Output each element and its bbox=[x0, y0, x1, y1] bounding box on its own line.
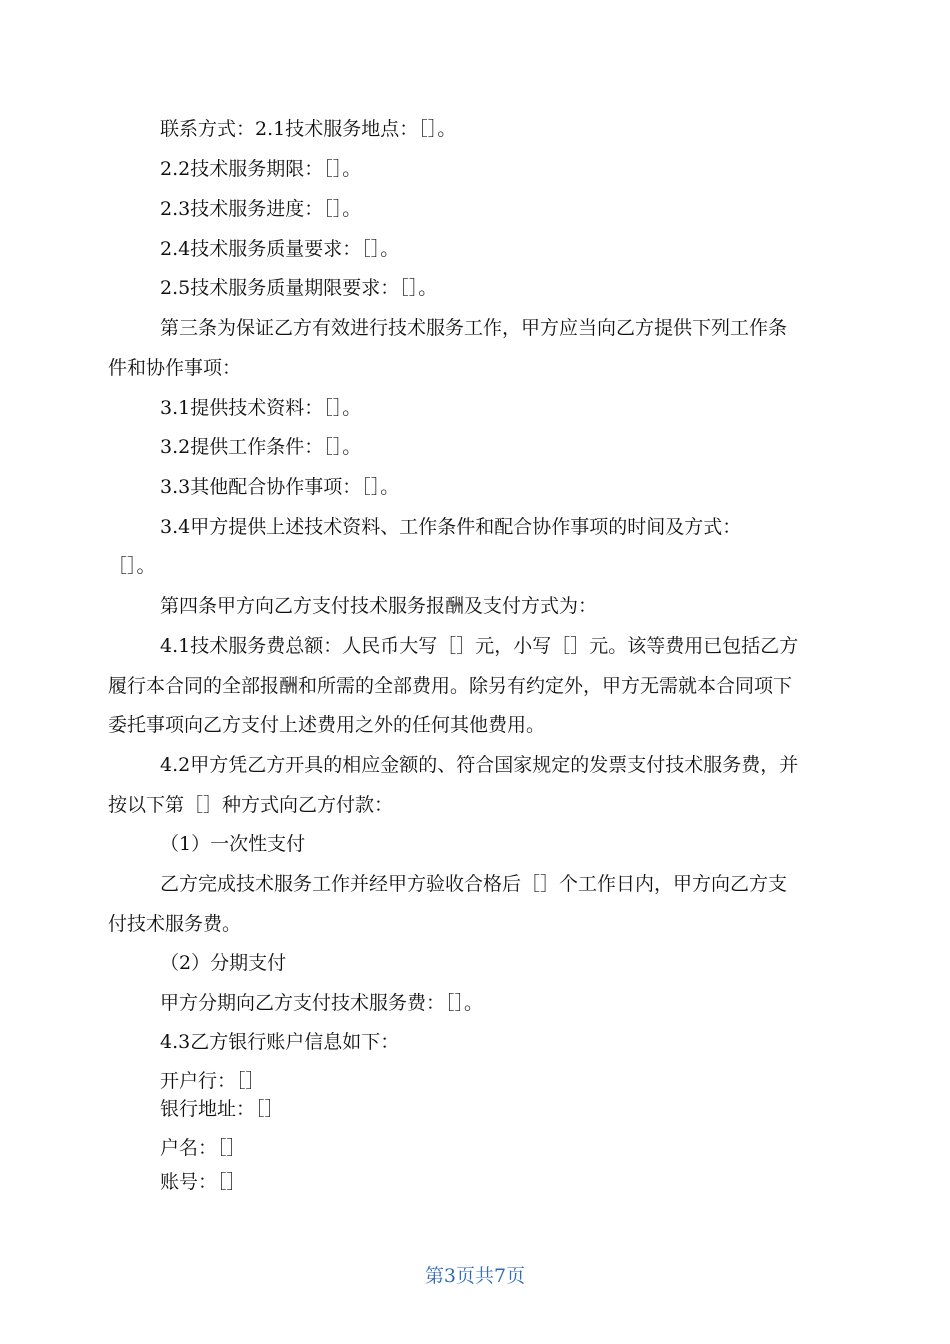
line-quality-requirements: 2.4技术服务质量要求：［］。 bbox=[160, 238, 400, 260]
line-other-cooperation: 3.3其他配合协作事项：［］。 bbox=[160, 476, 400, 498]
line-bank-address: 银行地址：［］ bbox=[160, 1098, 284, 1120]
line-article-three: 第三条为保证乙方有效进行技术服务工作，甲方应当向乙方提供下列工作条 bbox=[160, 317, 788, 339]
line-article-four: 第四条甲方向乙方支付技术服务报酬及支付方式为： bbox=[160, 595, 598, 617]
line-lump-sum-detail-cont: 付技术服务费。 bbox=[108, 913, 242, 935]
page-indicator: 第3页共7页 bbox=[424, 1265, 526, 1287]
line-fee-total: 4.1技术服务费总额：人民币大写［］元，小写［］元。该等费用已包括乙方 bbox=[160, 635, 799, 657]
line-lump-sum-detail: 乙方完成技术服务工作并经甲方验收合格后［］个工作日内，甲方向乙方支 bbox=[160, 873, 788, 895]
line-fee-total-cont-2: 委托事项向乙方支付上述费用之外的任何其他费用。 bbox=[108, 714, 546, 736]
line-fee-total-cont-1: 履行本合同的全部报酬和所需的全部费用。除另有约定外，甲方无需就本合同项下 bbox=[108, 675, 793, 697]
line-provision-time: 3.4甲方提供上述技术资料、工作条件和配合协作事项的时间及方式： bbox=[160, 516, 742, 538]
line-service-progress: 2.3技术服务进度：［］。 bbox=[160, 198, 362, 220]
line-invoice-payment-cont: 按以下第［］种方式向乙方付款： bbox=[108, 794, 394, 816]
line-account-name: 户名：［］ bbox=[160, 1137, 246, 1159]
line-work-conditions: 3.2提供工作条件：［］。 bbox=[160, 436, 362, 458]
line-tech-materials: 3.1提供技术资料：［］。 bbox=[160, 397, 362, 419]
line-contact-location: 联系方式：2.1技术服务地点：［］。 bbox=[160, 118, 457, 140]
line-quality-period: 2.5技术服务质量期限要求：［］。 bbox=[160, 277, 438, 299]
line-account-number: 账号：［］ bbox=[160, 1171, 246, 1193]
line-lump-sum-heading: （1）一次性支付 bbox=[160, 833, 306, 855]
line-article-three-cont: 件和协作事项： bbox=[108, 357, 242, 379]
line-installment-detail: 甲方分期向乙方支付技术服务费：［］。 bbox=[160, 992, 484, 1014]
line-bank-info-heading: 4.3乙方银行账户信息如下： bbox=[160, 1031, 400, 1053]
line-bank-name: 开户行：［］ bbox=[160, 1070, 265, 1092]
line-invoice-payment: 4.2甲方凭乙方开具的相应金额的、符合国家规定的发票支付技术服务费，并 bbox=[160, 754, 799, 776]
line-service-period: 2.2技术服务期限：［］。 bbox=[160, 158, 362, 180]
line-provision-time-cont: ［］。 bbox=[108, 555, 156, 577]
line-installment-heading: （2）分期支付 bbox=[160, 952, 287, 974]
